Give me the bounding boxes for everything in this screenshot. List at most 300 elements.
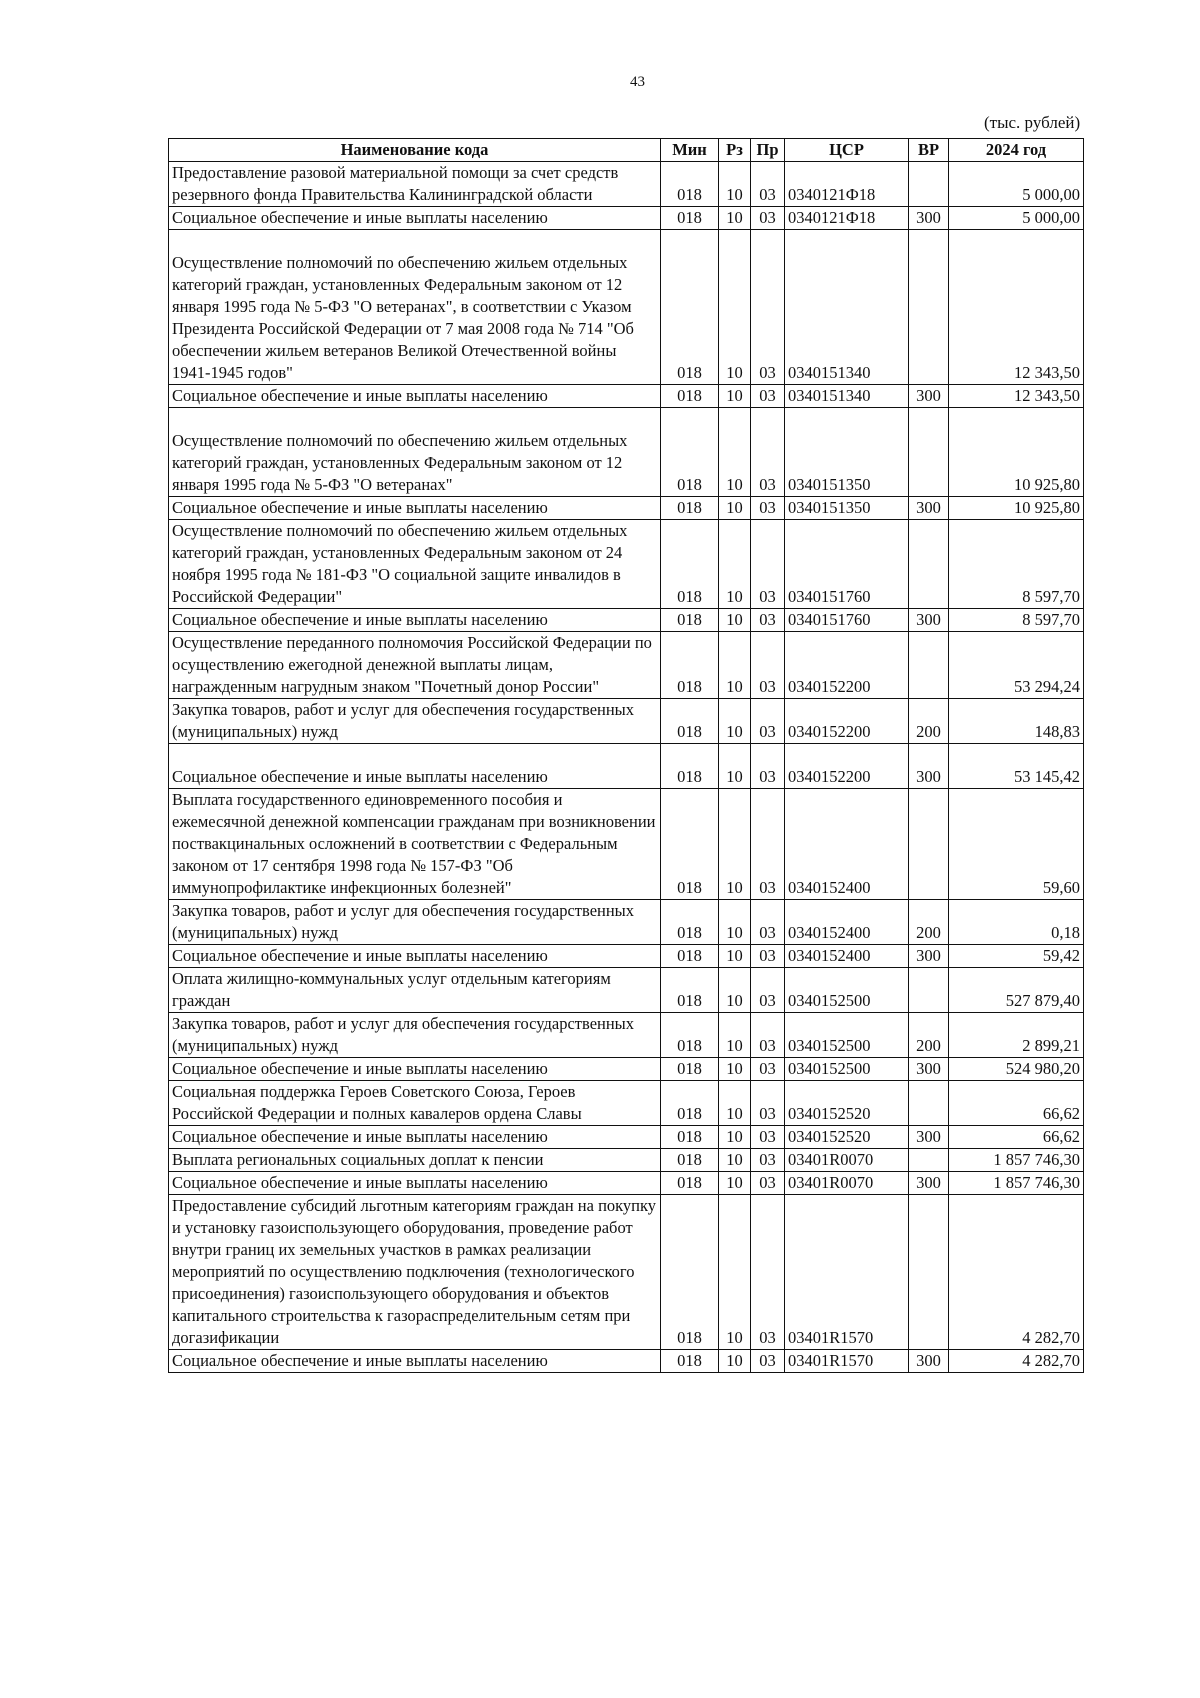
cell-min-text: 018 [677,498,702,517]
cell-vr-text: 300 [916,1059,941,1078]
cell-name-text: Социальное обеспечение и иные выплаты населению [172,1127,548,1146]
cell-name-text: Социальная поддержка Героев Советского Союза, Героев Российской Федерации и полных кавалеров ордена Славы [172,1082,582,1123]
cell-name [169,1126,661,1149]
cell-amount-text: 10 925,80 [1014,498,1080,517]
cell-amount-text: 0,18 [1051,923,1080,942]
cell-pr [751,1350,785,1373]
cell-name [169,207,661,230]
cell-min [661,744,719,789]
cell-vr-text: 300 [916,610,941,629]
cell-name-text: Выплата региональных социальных доплат к пенсии [172,1150,544,1169]
cell-amount [949,385,1084,408]
cell-csr-text: 03401R1570 [788,1328,874,1347]
cell-name-text: Закупка товаров, работ и услуг для обеспечения государственных (муниципальных) нужд [172,901,635,942]
cell-pr [751,162,785,207]
header-min: Мин [661,139,719,162]
cell-name [169,968,661,1013]
cell-csr [785,1081,909,1126]
cell-name [169,609,661,632]
cell-csr [785,520,909,609]
table-header-row [169,139,1084,162]
cell-pr [751,1172,785,1195]
cell-rz-text: 10 [726,363,743,382]
cell-amount [949,162,1084,207]
cell-name-text: Социальное обеспечение и иные выплаты населению [172,1059,548,1078]
cell-min [661,520,719,609]
header-vr: ВР [909,139,949,162]
cell-rz [719,968,751,1013]
cell-amount-text: 10 925,80 [1014,475,1080,494]
cell-name [169,497,661,520]
cell-rz-text: 10 [726,1351,743,1370]
cell-name [169,1058,661,1081]
cell-min [661,1058,719,1081]
cell-name-text: Осуществление переданного полномочия Российской Федерации по осуществлению ежегодной денежной выплаты лицам, награжденным нагрудным знаком "Почетный донор России" [172,633,652,696]
cell-csr [785,1126,909,1149]
cell-csr [785,1013,909,1058]
cell-pr-text: 03 [759,475,776,494]
cell-name-text: Оплата жилищно-коммунальных услуг отдельным категориям граждан [172,969,611,1010]
page-number: 43 [630,74,645,90]
cell-vr-text: 300 [916,1173,941,1192]
cell-csr-text: 0340152520 [788,1104,871,1123]
cell-amount [949,632,1084,699]
cell-pr-text: 03 [759,1036,776,1055]
cell-csr [785,632,909,699]
cell-vr [909,1058,949,1081]
cell-min [661,789,719,900]
cell-amount-text: 59,60 [1042,878,1080,897]
cell-name [169,1172,661,1195]
cell-rz [719,1058,751,1081]
cell-min-text: 018 [677,587,702,606]
cell-name [169,230,661,385]
cell-rz-text: 10 [726,767,743,786]
table-row [169,1195,1084,1350]
cell-name-text: Социальное обеспечение и иные выплаты населению [172,1173,548,1192]
cell-vr-text: 200 [916,722,941,741]
cell-amount-text: 148,83 [1034,722,1080,741]
cell-amount [949,408,1084,497]
cell-pr-text: 03 [759,1127,776,1146]
table-row [169,1149,1084,1172]
cell-pr [751,699,785,744]
cell-pr-text: 03 [759,498,776,517]
cell-name [169,632,661,699]
table-row [169,699,1084,744]
cell-name [169,699,661,744]
cell-pr [751,632,785,699]
cell-amount-text: 66,62 [1042,1127,1080,1146]
cell-pr-text: 03 [759,363,776,382]
cell-rz-text: 10 [726,1150,743,1169]
cell-rz [719,1172,751,1195]
cell-pr-text: 03 [759,1059,776,1078]
table-row [169,520,1084,609]
cell-pr-text: 03 [759,1351,776,1370]
cell-vr-text: 300 [916,386,941,405]
cell-name-text: Предоставление разовой материальной помощи за счет средств резервного фонда Правительства Калининградской области [172,163,619,204]
cell-name-text: Закупка товаров, работ и услуг для обеспечения государственных (муниципальных) нужд [172,1014,635,1055]
cell-rz [719,789,751,900]
cell-csr [785,699,909,744]
cell-amount [949,968,1084,1013]
cell-amount-text: 53 145,42 [1014,767,1080,786]
cell-min-text: 018 [677,878,702,897]
cell-vr [909,632,949,699]
cell-csr [785,1350,909,1373]
cell-vr-text: 200 [916,923,941,942]
cell-amount-text: 5 000,00 [1022,208,1080,227]
cell-csr [785,162,909,207]
cell-amount [949,699,1084,744]
units-label: (тыс. рублей) [984,113,1081,132]
cell-rz-text: 10 [726,923,743,942]
cell-name [169,520,661,609]
cell-name-text: Осуществление полномочий по обеспечению жильем отдельных категорий граждан, установленных Федеральным законом от 24 ноября 1995 года № 181-ФЗ "О социальной защите инвалидов в Российской Федерации" [172,521,628,606]
cell-pr-text: 03 [759,610,776,629]
cell-min [661,497,719,520]
budget-table [168,138,1084,1373]
cell-csr [785,207,909,230]
cell-rz-text: 10 [726,1036,743,1055]
cell-rz [719,609,751,632]
cell-name [169,1350,661,1373]
table-row [169,497,1084,520]
cell-amount [949,900,1084,945]
cell-amount [949,1350,1084,1373]
cell-vr [909,1149,949,1172]
cell-min-text: 018 [677,363,702,382]
cell-min-text: 018 [677,722,702,741]
table-row [169,1350,1084,1373]
cell-pr [751,207,785,230]
cell-csr-text: 0340151350 [788,498,871,517]
cell-pr [751,789,785,900]
cell-csr [785,230,909,385]
cell-pr [751,968,785,1013]
cell-pr [751,385,785,408]
cell-vr-text: 300 [916,208,941,227]
cell-pr [751,520,785,609]
cell-vr [909,520,949,609]
cell-min-text: 018 [677,1036,702,1055]
cell-csr [785,968,909,1013]
cell-amount [949,1126,1084,1149]
cell-pr-text: 03 [759,878,776,897]
cell-rz [719,1350,751,1373]
cell-rz-text: 10 [726,208,743,227]
cell-min-text: 018 [677,767,702,786]
table-row [169,609,1084,632]
cell-rz-text: 10 [726,475,743,494]
cell-amount-text: 527 879,40 [1005,991,1080,1010]
cell-min-text: 018 [677,1173,702,1192]
table-row [169,632,1084,699]
cell-name-text: Предоставление субсидий льготным категориям граждан на покупку и установку газоиспользующего оборудования, проведение работ внутри границ их земельных участков в рамках реализации мероприятий по осуществлению подключения (технологического присоединения) газоиспользующего оборудования и объектов капитального строительства к газораспределительным сетям при догазификации [172,1196,657,1347]
cell-rz-text: 10 [726,946,743,965]
cell-pr [751,1149,785,1172]
cell-amount [949,1172,1084,1195]
cell-rz [719,408,751,497]
cell-name-text: Осуществление полномочий по обеспечению жильем отдельных категорий граждан, установленных Федеральным законом от 12 января 1995 года № 5-ФЗ "О ветеранах" [172,431,628,494]
cell-rz-text: 10 [726,386,743,405]
cell-min [661,945,719,968]
cell-min [661,1081,719,1126]
table-row [169,968,1084,1013]
cell-rz-text: 10 [726,677,743,696]
cell-pr-text: 03 [759,1150,776,1169]
cell-min-text: 018 [677,386,702,405]
cell-csr-text: 0340121Ф18 [788,208,876,227]
cell-csr-text: 0340152500 [788,1036,871,1055]
cell-rz [719,385,751,408]
cell-rz [719,699,751,744]
cell-name [169,744,661,789]
cell-vr [909,968,949,1013]
cell-min-text: 018 [677,991,702,1010]
cell-csr [785,385,909,408]
cell-name-text: Выплата государственного единовременного пособия и ежемесячной денежной компенсации гражданам при возникновении поствакцинальных осложнений в соответствии с Федеральным законом от 17 сентября 1998 года № 157-ФЗ "Об иммунопрофилактике инфекционных болезней" [172,790,656,897]
cell-csr-text: 0340151760 [788,587,871,606]
cell-min-text: 018 [677,1104,702,1123]
cell-name-text: Социальное обеспечение и иные выплаты населению [172,386,548,405]
cell-csr-text: 0340152400 [788,946,871,965]
cell-amount [949,520,1084,609]
cell-rz-text: 10 [726,878,743,897]
cell-rz-text: 10 [726,498,743,517]
cell-amount-text: 524 980,20 [1005,1059,1080,1078]
cell-vr [909,230,949,385]
cell-csr [785,789,909,900]
cell-vr [909,207,949,230]
cell-pr-text: 03 [759,587,776,606]
cell-vr-text: 300 [916,946,941,965]
cell-amount [949,207,1084,230]
cell-csr-text: 03401R1570 [788,1351,874,1370]
cell-vr [909,1195,949,1350]
cell-name-text: Социальное обеспечение и иные выплаты населению [172,610,548,629]
table-row [169,1081,1084,1126]
cell-csr-text: 0340152400 [788,878,871,897]
cell-rz [719,900,751,945]
cell-csr-text: 0340151760 [788,610,871,629]
cell-rz-text: 10 [726,991,743,1010]
cell-pr [751,945,785,968]
cell-rz [719,520,751,609]
cell-rz-text: 10 [726,610,743,629]
cell-csr-text: 03401R0070 [788,1150,874,1169]
cell-csr [785,945,909,968]
cell-vr [909,1081,949,1126]
cell-pr-text: 03 [759,991,776,1010]
cell-csr-text: 0340152200 [788,677,871,696]
cell-name-text: Социальное обеспечение и иные выплаты населению [172,208,548,227]
cell-amount [949,1149,1084,1172]
cell-amount-text: 2 899,21 [1022,1036,1080,1055]
cell-rz-text: 10 [726,587,743,606]
cell-name [169,408,661,497]
cell-rz [719,1013,751,1058]
cell-min [661,408,719,497]
cell-csr [785,497,909,520]
cell-amount [949,1058,1084,1081]
table-row [169,1126,1084,1149]
cell-min [661,385,719,408]
cell-name [169,1081,661,1126]
cell-name-text: Социальное обеспечение и иные выплаты населению [172,767,548,786]
cell-min-text: 018 [677,677,702,696]
cell-name [169,385,661,408]
cell-rz [719,230,751,385]
cell-amount-text: 59,42 [1042,946,1080,965]
table-row [169,1058,1084,1081]
cell-csr [785,1149,909,1172]
cell-amount-text: 5 000,00 [1022,185,1080,204]
cell-rz-text: 10 [726,1328,743,1347]
cell-csr-text: 0340152200 [788,722,871,741]
cell-min [661,207,719,230]
cell-min [661,1195,719,1350]
cell-csr [785,408,909,497]
cell-csr [785,1058,909,1081]
cell-pr [751,1013,785,1058]
cell-pr-text: 03 [759,1328,776,1347]
cell-name [169,945,661,968]
cell-amount [949,1081,1084,1126]
cell-vr [909,945,949,968]
cell-csr [785,900,909,945]
cell-min-text: 018 [677,1150,702,1169]
cell-vr-text: 300 [916,498,941,517]
cell-amount-text: 12 343,50 [1014,386,1080,405]
cell-amount [949,744,1084,789]
cell-name-text: Социальное обеспечение и иные выплаты населению [172,498,548,517]
cell-name-text: Осуществление полномочий по обеспечению жильем отдельных категорий граждан, установленных Федеральным законом от 12 января 1995 года № 5-ФЗ "О ветеранах", в соответствии с Указом Президента Российской Федерации от 7 мая 2008 года № 714 "Об обеспечении жильем ветеранов Великой Отечественной войны 1941-1945 годов" [172,253,634,382]
cell-min-text: 018 [677,1127,702,1146]
cell-amount-text: 66,62 [1042,1104,1080,1123]
cell-min-text: 018 [677,610,702,629]
cell-rz [719,744,751,789]
cell-amount-text: 12 343,50 [1014,363,1080,382]
cell-pr [751,609,785,632]
cell-pr-text: 03 [759,722,776,741]
cell-min-text: 018 [677,1059,702,1078]
cell-name-text: Закупка товаров, работ и услуг для обеспечения государственных (муниципальных) нужд [172,700,635,741]
cell-vr [909,1172,949,1195]
cell-vr [909,1013,949,1058]
cell-pr-text: 03 [759,1173,776,1192]
cell-csr [785,1172,909,1195]
header-rz: Рз [719,139,751,162]
cell-csr [785,1195,909,1350]
cell-rz [719,497,751,520]
cell-min-text: 018 [677,1351,702,1370]
cell-csr-text: 0340121Ф18 [788,185,876,204]
cell-pr-text: 03 [759,946,776,965]
table-body [169,162,1084,1373]
cell-amount-text: 1 857 746,30 [993,1173,1080,1192]
cell-pr-text: 03 [759,208,776,227]
cell-amount [949,230,1084,385]
cell-amount-text: 4 282,70 [1022,1328,1080,1347]
cell-amount [949,1013,1084,1058]
cell-pr-text: 03 [759,923,776,942]
cell-amount-text: 8 597,70 [1022,587,1080,606]
cell-csr-text: 0340152400 [788,923,871,942]
cell-name [169,162,661,207]
table-row [169,744,1084,789]
header-year: 2024 год [949,139,1084,162]
cell-vr-text: 300 [916,1127,941,1146]
table-row [169,230,1084,385]
table-row [169,1013,1084,1058]
cell-vr [909,1126,949,1149]
cell-csr-text: 0340152500 [788,1059,871,1078]
cell-pr [751,1081,785,1126]
cell-amount-text: 1 857 746,30 [993,1150,1080,1169]
cell-vr [909,699,949,744]
cell-rz [719,945,751,968]
cell-csr-text: 03401R0070 [788,1173,874,1192]
cell-vr [909,744,949,789]
cell-name [169,900,661,945]
cell-vr-text: 200 [916,1036,941,1055]
cell-rz [719,1149,751,1172]
cell-rz-text: 10 [726,1127,743,1146]
table-row [169,408,1084,497]
cell-csr [785,609,909,632]
cell-name-text: Социальное обеспечение и иные выплаты населению [172,1351,548,1370]
header-pr: Пр [751,139,785,162]
cell-vr [909,497,949,520]
cell-rz [719,162,751,207]
cell-rz-text: 10 [726,185,743,204]
cell-vr [909,385,949,408]
cell-min [661,699,719,744]
cell-pr [751,230,785,385]
cell-pr-text: 03 [759,677,776,696]
cell-min-text: 018 [677,208,702,227]
cell-min [661,609,719,632]
cell-amount-text: 4 282,70 [1022,1351,1080,1370]
cell-pr [751,497,785,520]
cell-min-text: 018 [677,1328,702,1347]
cell-name [169,1195,661,1350]
cell-name-text: Социальное обеспечение и иные выплаты населению [172,946,548,965]
cell-pr [751,1126,785,1149]
table-row [169,207,1084,230]
table-row [169,385,1084,408]
cell-pr-text: 03 [759,386,776,405]
cell-rz [719,632,751,699]
cell-min [661,1126,719,1149]
cell-rz [719,1126,751,1149]
cell-vr [909,789,949,900]
cell-min [661,162,719,207]
table-row [169,900,1084,945]
header-csr: ЦСР [785,139,909,162]
cell-name [169,1013,661,1058]
cell-rz-text: 10 [726,1104,743,1123]
cell-pr [751,1058,785,1081]
cell-vr [909,609,949,632]
cell-pr-text: 03 [759,185,776,204]
cell-vr-text: 300 [916,767,941,786]
cell-name [169,1149,661,1172]
table-row [169,789,1084,900]
cell-csr-text: 0340151340 [788,363,871,382]
